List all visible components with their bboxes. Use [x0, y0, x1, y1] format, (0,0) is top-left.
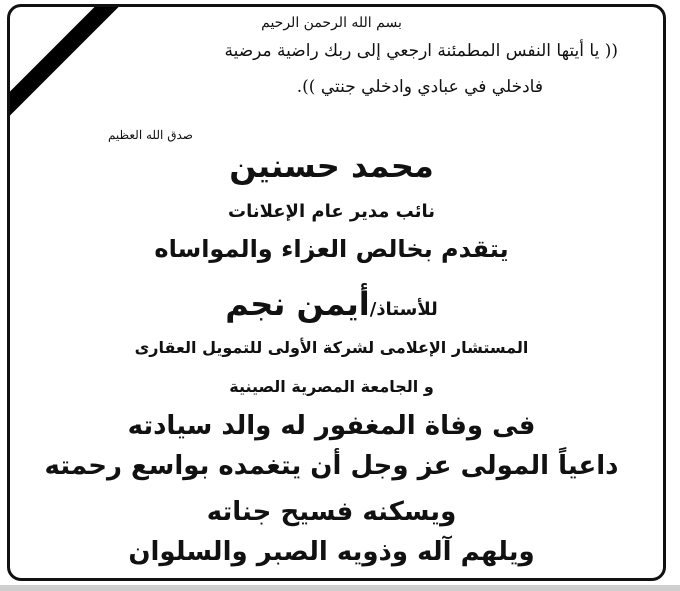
quran-verse-line-2: فادخلي في عبادي وادخلي جنتي )).	[296, 77, 543, 97]
recipient-prefix: للأستاذ/	[369, 299, 438, 320]
body-line-2: داعياً المولى عز وجل أن يتغمده بواسع رحمته	[44, 451, 619, 481]
recipient-role-1: المستشار الإعلامى لشركة الأولى للتمويل العقارى	[134, 338, 529, 357]
sadaq-allah: صدق الله العظيم	[107, 128, 193, 142]
body-line-4: ويلهم آله وذويه الصبر والسلوان	[128, 537, 535, 567]
sender-title: نائب مدير عام الإعلانات	[227, 201, 436, 222]
quran-verse-line-1: (( يا أيتها النفس المطمئنة ارجعي إلى ربك راضية مرضية	[224, 41, 618, 61]
recipient-role-2: و الجامعة المصرية الصينية	[229, 377, 434, 396]
ad-frame	[7, 4, 666, 581]
page-bottom-edge	[0, 585, 680, 591]
sender-name: محمد حسنين	[229, 147, 434, 185]
recipient-line	[40, 285, 623, 323]
basmala: بسم الله الرحمن الرحيم	[261, 15, 402, 31]
condolence-heading: يتقدم بخالص العزاء والمواساه	[154, 235, 509, 263]
body-line-1: فى وفاة المغفور له والد سيادته	[127, 411, 536, 441]
body-line-3: ويسكنه فسيح جناته	[206, 497, 457, 527]
recipient-name: أيمن نجم	[225, 285, 370, 323]
